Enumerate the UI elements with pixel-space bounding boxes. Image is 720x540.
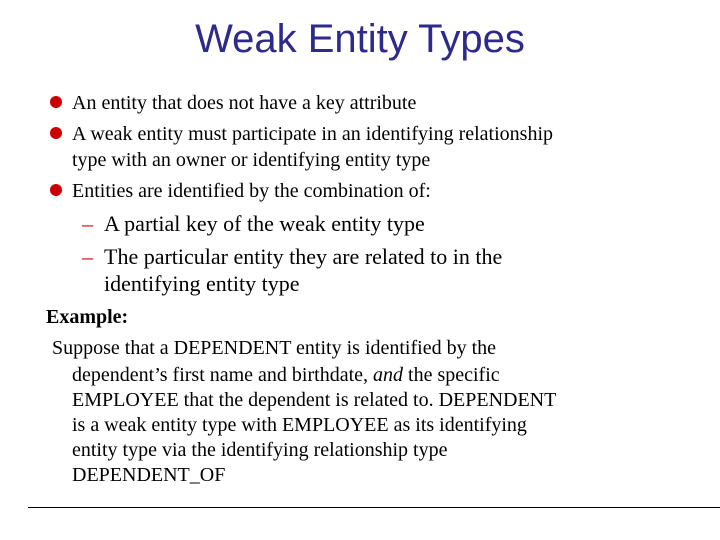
subbullet-text-cont: identifying entity type bbox=[104, 271, 300, 296]
dash-icon: – bbox=[82, 244, 93, 269]
bullet-icon bbox=[50, 96, 62, 108]
slide-title: Weak Entity Types bbox=[195, 17, 525, 61]
bottom-divider bbox=[28, 507, 720, 508]
bullet-icon bbox=[50, 127, 62, 139]
example-line: entity type via the identifying relationship type bbox=[72, 439, 448, 461]
bullet-icon bbox=[50, 184, 62, 196]
example-text: dependent’s first name and birthdate, bbox=[72, 364, 369, 386]
example-line bbox=[72, 363, 500, 387]
subbullet-text: The particular entity they are related to in the bbox=[104, 244, 503, 269]
bullet-text-cont: type with an owner or identifying entity type bbox=[72, 149, 431, 171]
bullet-text: An entity that does not have a key attribute bbox=[72, 92, 417, 114]
example-line: DEPENDENT_OF bbox=[72, 464, 226, 486]
example-line: Suppose that a DEPENDENT entity is identified by the bbox=[52, 337, 497, 359]
example-label: Example: bbox=[46, 306, 129, 328]
example-text: the specific bbox=[408, 364, 500, 386]
dash-icon: – bbox=[82, 211, 93, 236]
example-line: EMPLOYEE that the dependent is related to. DEPENDENT bbox=[72, 389, 557, 411]
example-emphasis: and bbox=[373, 364, 404, 386]
example-line: is a weak entity type with EMPLOYEE as its identifying bbox=[72, 414, 527, 436]
subbullet-text: A partial key of the weak entity type bbox=[104, 211, 425, 236]
bullet-text: Entities are identified by the combination of: bbox=[72, 180, 431, 202]
bullet-text: A weak entity must participate in an identifying relationship bbox=[72, 123, 553, 145]
